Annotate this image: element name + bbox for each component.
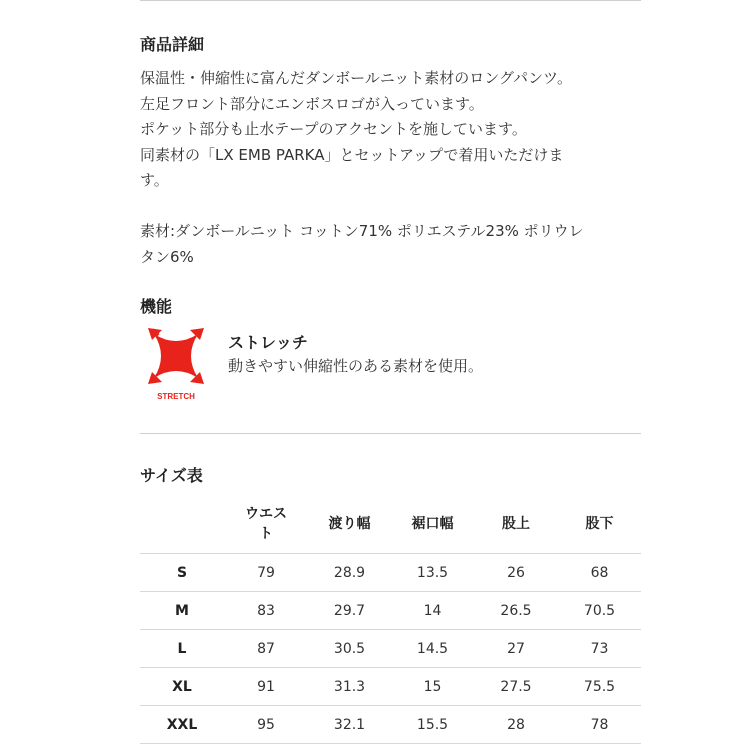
header-cell-thigh-width: 渡り幅 <box>308 495 391 554</box>
description-line: 保温性・伸縮性に富んだダンボールニット素材のロングパンツ。 <box>140 69 573 87</box>
function-title: 機能 <box>140 297 173 316</box>
header-waist-label: ウエスト <box>245 506 287 542</box>
product-details-title: 商品詳細 <box>140 35 205 54</box>
table-cell: 26.5 <box>474 592 558 630</box>
table-cell: 32.1 <box>308 706 391 744</box>
feature-name: ストレッチ <box>228 333 308 352</box>
size-cell: M <box>140 592 224 630</box>
table-cell: 26 <box>474 554 558 592</box>
header-cell-waist <box>224 495 308 554</box>
top-divider <box>140 0 641 1</box>
size-table-header-row <box>140 495 641 554</box>
table-cell: 78 <box>558 706 641 744</box>
description-line: ポケット部分も止水テープのアクセントを施しています。 <box>140 120 527 138</box>
product-description <box>140 66 640 270</box>
table-cell: 28.9 <box>308 554 391 592</box>
table-row <box>140 668 641 706</box>
table-cell: 14 <box>391 592 474 630</box>
stretch-feature <box>140 322 640 408</box>
size-cell: XL <box>140 668 224 706</box>
description-line: す。 <box>140 171 169 189</box>
table-cell: 15.5 <box>391 706 474 744</box>
header-cell-rise: 股上 <box>474 495 558 554</box>
table-row <box>140 554 641 592</box>
table-cell: 27 <box>474 630 558 668</box>
header-cell-hem-width: 裾口幅 <box>391 495 474 554</box>
stretch-icon-label: STRETCH <box>157 392 195 401</box>
table-cell: 83 <box>224 592 308 630</box>
table-cell: 14.5 <box>391 630 474 668</box>
material-line: タン6% <box>140 247 194 266</box>
table-cell: 95 <box>224 706 308 744</box>
material-line: 素材:ダンボールニット コットン71% ポリエステル23% ポリウレ <box>140 222 584 240</box>
section-divider <box>140 433 641 434</box>
table-cell: 28 <box>474 706 558 744</box>
description-line: 左足フロント部分にエンボスロゴが入っています。 <box>140 94 484 113</box>
stretch-icon <box>144 322 208 404</box>
table-cell: 29.7 <box>308 592 391 630</box>
size-table-title: サイズ表 <box>140 466 203 485</box>
table-row <box>140 630 641 668</box>
header-cell-inseam: 股下 <box>558 495 641 554</box>
table-cell: 27.5 <box>474 668 558 706</box>
table-cell: 15 <box>391 668 474 706</box>
table-cell: 79 <box>224 554 308 592</box>
table-row <box>140 706 641 744</box>
table-cell: 30.5 <box>308 630 391 668</box>
feature-description: 動きやすい伸縮性のある素材を使用。 <box>228 357 484 375</box>
table-cell: 73 <box>558 630 641 668</box>
size-cell: S <box>140 554 224 592</box>
table-cell: 70.5 <box>558 592 641 630</box>
description-line: 同素材の「LX EMB PARKA」とセットアップで着用いただけま <box>140 145 564 164</box>
size-table <box>140 495 641 744</box>
table-cell: 13.5 <box>391 554 474 592</box>
table-cell: 75.5 <box>558 668 641 706</box>
table-cell: 87 <box>224 630 308 668</box>
header-cell-size <box>140 495 224 554</box>
table-cell: 91 <box>224 668 308 706</box>
table-row <box>140 592 641 630</box>
size-cell: L <box>140 630 224 668</box>
table-cell: 68 <box>558 554 641 592</box>
table-cell: 31.3 <box>308 668 391 706</box>
size-cell: XXL <box>140 706 224 744</box>
